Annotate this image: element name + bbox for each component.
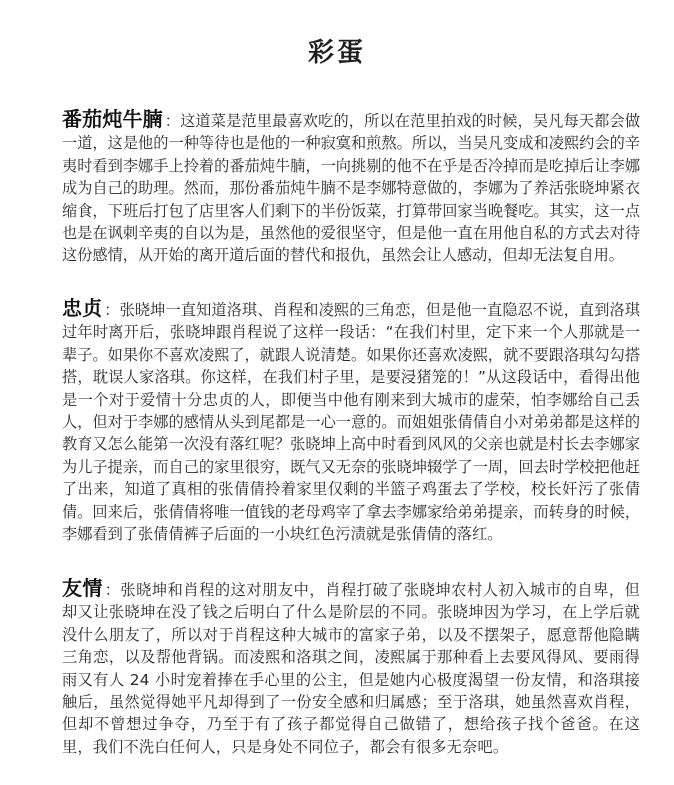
section-separator: ： — [164, 112, 181, 130]
section-heading: 友情 — [62, 576, 103, 600]
section-separator: ： — [104, 301, 120, 319]
section-separator: ： — [104, 581, 121, 599]
section-tomato-beef — [62, 108, 640, 267]
section-heading: 番茄炖牛腩 — [62, 107, 163, 131]
section-body: 张晓坤和肖程的这对朋友中，肖程打破了张晓坤农村人初入城市的自卑，但却又让张晓坤在没了钱之后明白了什么是阶层的不同。张晓坤因为学习，在上学后就没什么朋友了，所以对于肖程这种大城市的富家子弟，以及不摆架子，愿意帮他隐瞒三角恋，以及帮他背锅。而凌熙和洛琪之间，凌熙属于那种看上去要风得风、要雨得雨又有人 24 小时宠着捧在手心里的公主，但是她内心极度渴望一份友情，和洛琪接触后，虽然觉得她平凡却得到了一份安全感和归属感；至于洛琪，她虽然喜欢肖程，但却不曾想过争夺，乃至于有了孩子都觉得自己做错了，想给孩子找个爸爸。在这里，我们不洗白任何人，只是身处不同位子，都会有很多无奈吧。 — [62, 581, 640, 756]
section-friendship — [62, 577, 640, 758]
section-loyalty — [62, 297, 640, 545]
page-title: 彩蛋 — [307, 38, 366, 68]
section-body: 张晓坤一直知道洛琪、肖程和凌熙的三角恋，但是他一直隐忍不说，直到洛琪过年时离开后，张晓坤跟肖程说了这样一段话：“在我们村里，定下来一个人那就是一辈子。如果你不喜欢凌熙了，就跟人说清楚。如果你还喜欢凌熙，就不要跟洛琪勾勾搭搭，耽误人家洛琪。你这样，在我们村子里，是要浸猪笼的！”从这段话中，看得出他是一个对于爱情十分忠贞的人，即便当中他有刚来到大城市的虚荣，怕李娜给自己丢人，但对于李娜的感情从头到尾都是一心一意的。而姐姐张倩倩自小对弟弟都是这样的教育又怎么能第一次没有落红呢？张晓坤上高中时看到风风的父亲也就是村长去李娜家为儿子提亲，而自己的家里很穷，既气又无奈的张晓坤辍学了一周，回去时学校把他赶了出来，知道了真相的张倩倩拎着家里仅剩的半篮子鸡蛋去了学校，校长奸污了张倩倩。回来后，张倩倩将唯一值钱的老母鸡宰了拿去李娜家给弟弟提亲，而转身的时候，李娜看到了张倩倩裤子后面的一小块红色污渍就是张倩倩的落红。 — [62, 301, 641, 544]
section-heading: 忠贞 — [62, 296, 103, 320]
section-body: 这道菜是范里最喜欢吃的，所以在范里拍戏的时候，吴凡每天都会做一道，这是他的一种等待也是他的一种寂寞和煎熬。所以，当吴凡变成和凌熙约会的辛夷时看到李娜手上拎着的番茄炖牛腩，一向挑剔的他不在乎是否冷掉而是吃掉后让李娜成为自己的助理。然而，那份番茄炖牛腩不是李娜特意做的，李娜为了养活张晓坤紧衣缩食，下班后打包了店里客人们剩下的半份饭菜，打算带回家当晚餐吃。其实，这一点也是在讽刺辛夷的自以为是，虽然他的爱很坚守，但是他一直在用他自私的方式去对待这份感情，从开始的离开道后面的替代和报仇，虽然会让人感动，但却无法复自用。 — [62, 112, 641, 265]
